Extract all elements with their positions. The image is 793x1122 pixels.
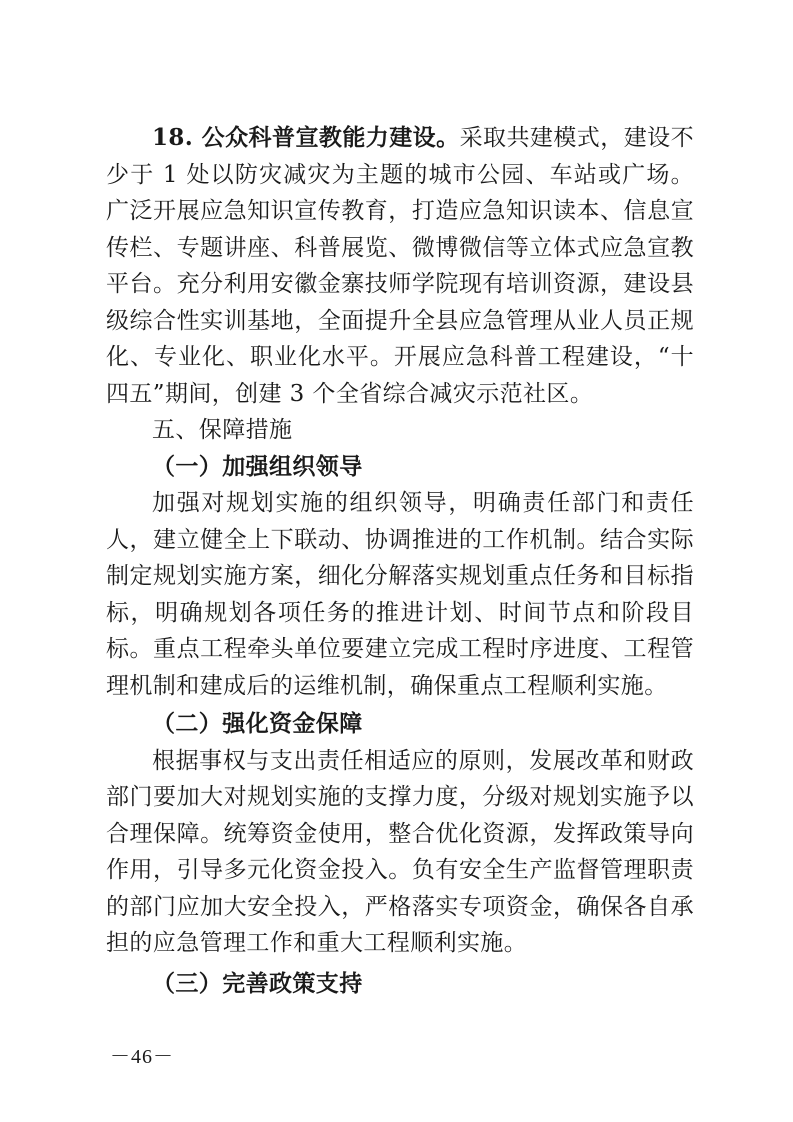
page-number: －46－: [110, 1046, 174, 1068]
item-18-body: 采取共建模式，建设不少于 1 处以防灾减灾为主题的城市公园、车站或广场。广泛开展应急知识宣传教育，打造应急知识读本、信息宣传栏、专题讲座、科普展览、微博微信等立体式应急宣教平台。充分利用安徽金寨技师学院现有培训资源，建设县级综合性实训基地，全面提升全县应急管理从业人员正规化、专业化、职业化水平。开展应急科普工程建设，“十四五”期间，创建 3 个全省综合减灾示范社区。: [106, 125, 694, 407]
subsection-2-body: 根据事权与支出责任相适应的原则，发展改革和财政部门要加大对规划实施的支撑力度，分级对规划实施予以合理保障。统筹资金使用，整合优化资源，发挥政策导向作用，引导多元化资金投入。负有安全生产监督管理职责的部门应加大安全投入，严格落实专项资金，确保各自承担的应急管理工作和重大工程顺利实施。: [106, 747, 694, 956]
subsection-1-body: 加强对规划实施的组织领导，明确责任部门和责任人，建立健全上下联动、协调推进的工作机制。结合实际制定规划实施方案，细化分解落实规划重点任务和目标指标，明确规划各项任务的推进计划、时间节点和阶段目标。重点工程牵头单位要建立完成工程时序进度、工程管理机制和建成后的运维机制，确保重点工程顺利实施。: [106, 490, 694, 699]
item-18-title: 18. 公众科普宣教能力建设。: [152, 124, 460, 151]
page-content: [106, 120, 694, 1002]
subsection-2-heading: （二）强化资金保障: [152, 710, 363, 737]
section-5-heading: 五、保障措施: [152, 417, 293, 443]
item-18-paragraph: [106, 120, 694, 412]
subsection-3-heading: （三）完善政策支持: [152, 969, 363, 997]
subsection-1-heading: （一）加强组织领导: [152, 452, 363, 480]
